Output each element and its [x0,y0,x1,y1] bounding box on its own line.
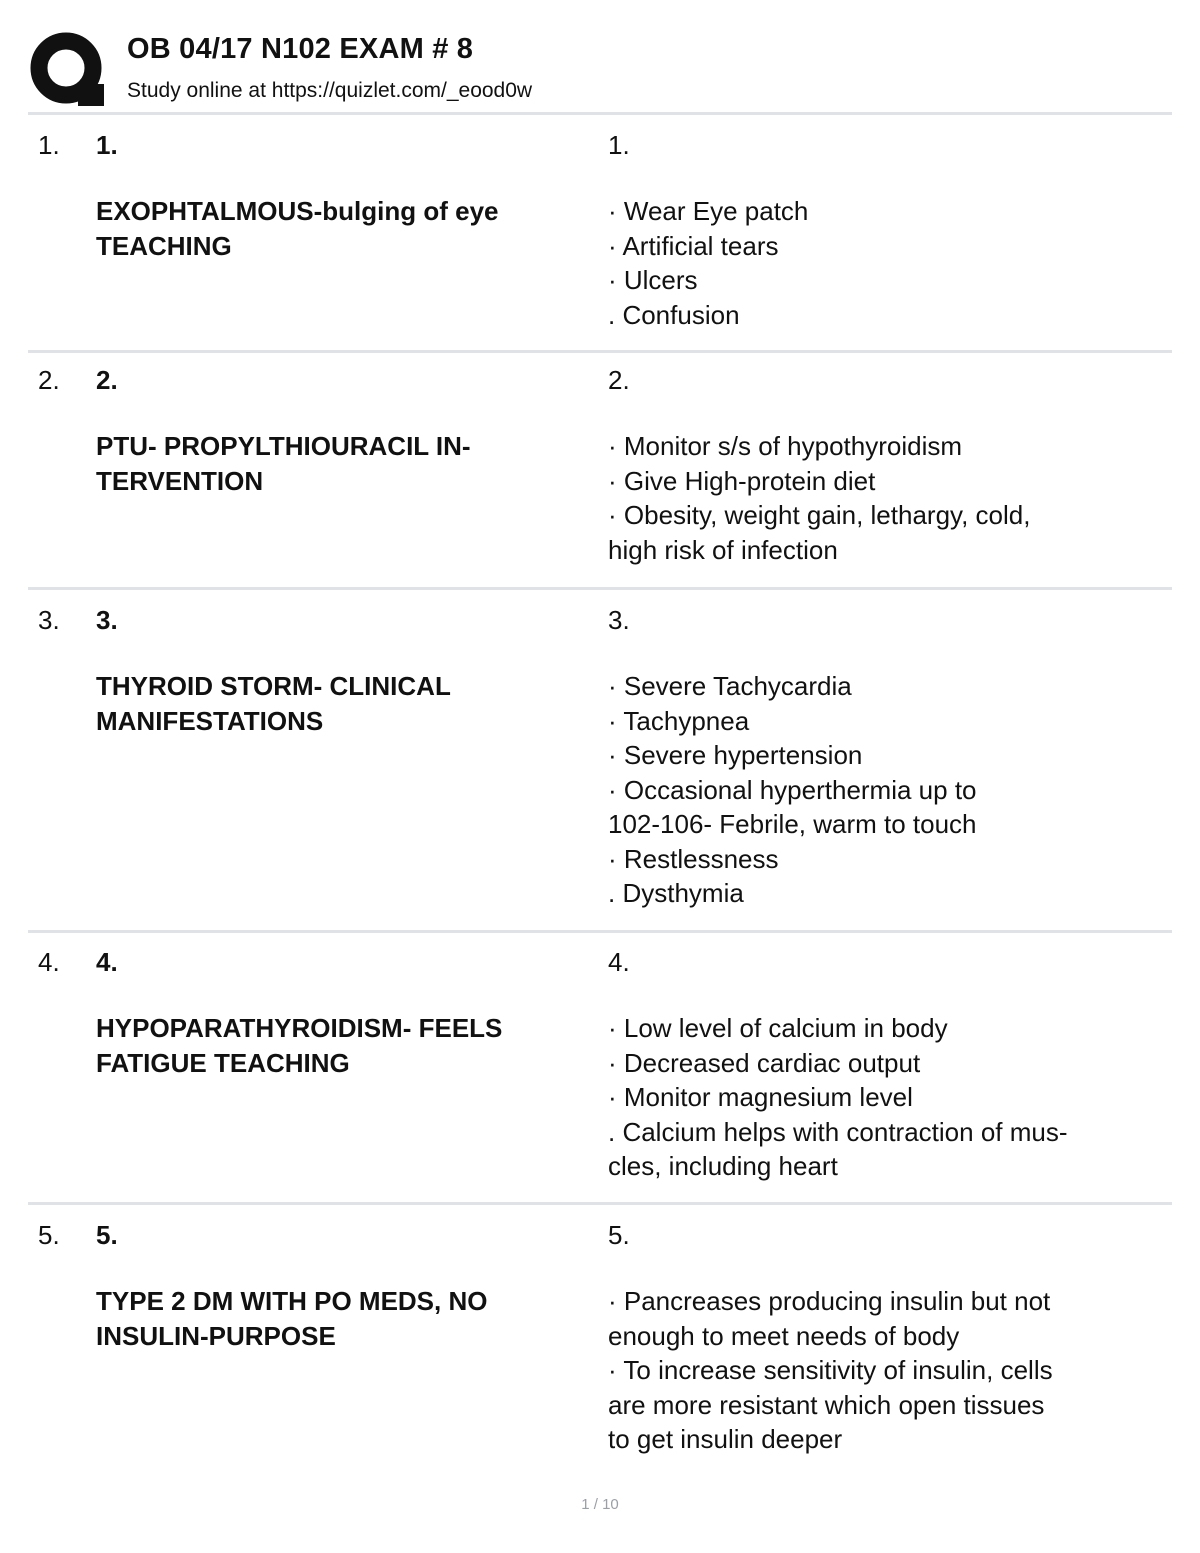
definition-number: 2. [608,365,630,395]
page-number: 1 / 10 [581,1496,619,1513]
term-number: 3. [96,605,118,635]
definition-text [608,429,1178,567]
term-line: THYROID STORM- CLINICAL [96,671,451,701]
definition-line: · Tachypnea [608,705,750,736]
term-number: 1. [96,130,118,160]
row-number: 3. [38,605,60,635]
definition-number: 4. [608,947,630,977]
term-line: MANIFESTATIONS [96,705,324,736]
row-number: 2. [38,365,60,395]
definition-line: · Monitor s/s of hypothyroidism [608,431,963,461]
term-number: 2. [96,365,118,395]
definition-line: · Occasional hyperthermia up to [608,774,977,805]
term-number: 4. [96,947,118,977]
definition-line: · Severe Tachycardia [608,671,852,701]
page-header [0,0,1200,114]
definition-line: · Wear Eye patch [608,196,809,226]
term-line: PTU- PROPYLTHIOURACIL IN- [96,431,471,461]
divider [28,112,1172,115]
term-text [96,429,596,498]
definition-line: to get insulin deeper [608,1424,843,1454]
definition-line: · Low level of calcium in body [608,1013,948,1043]
definition-line: . Dysthymia [608,878,744,908]
term-text [96,1011,596,1080]
term-line: INSULIN-PURPOSE [96,1320,336,1351]
term-text [96,1284,596,1353]
definition-line: cles, including heart [608,1151,838,1181]
definition-line: . Confusion [608,299,740,330]
term-line: HYPOPARATHYROIDISM- FEELS [96,1013,503,1043]
definition-line: · Ulcers [608,265,698,295]
definition-line: · Obesity, weight gain, lethargy, cold, [608,500,1031,530]
definition-line: enough to meet needs of body [608,1320,960,1351]
definition-line: · Give High-protein diet [608,465,876,496]
term-text [96,669,596,738]
definition-number: 3. [608,605,630,635]
term-number: 5. [96,1220,118,1250]
definition-line: · Pancreases producing insulin but not [608,1286,1051,1316]
term-line: EXOPHTALMOUS-bulging of eye [96,196,499,226]
definition-text [608,194,1178,332]
term-line: FATIGUE TEACHING [96,1047,350,1078]
definition-line: · Artificial tears [608,230,779,261]
row-number: 4. [38,947,60,977]
definition-text [608,1011,1178,1184]
definition-number: 1. [608,130,630,160]
definition-line: high risk of infection [608,534,838,565]
definition-line: · To increase sensitivity of insulin, cells [608,1355,1053,1385]
term-line: TEACHING [96,230,232,261]
definition-line: . Calcium helps with contraction of mus- [608,1116,1068,1147]
definition-text [608,1284,1178,1457]
definition-line: · Decreased cardiac output [608,1047,921,1078]
document-title: OB 04/17 N102 EXAM # 8 [127,33,474,65]
row-number: 5. [38,1220,60,1250]
quizlet-q-logo-icon [30,32,106,108]
study-online-link-text: Study online at https://quizlet.com/_eood0w [127,79,533,102]
divider [28,350,1172,353]
divider [28,1202,1172,1205]
definition-line: · Monitor magnesium level [608,1082,913,1112]
definition-line: 102-106- Febrile, warm to touch [608,809,977,839]
divider [28,587,1172,590]
definition-text [608,669,1178,911]
term-line: TYPE 2 DM WITH PO MEDS, NO [96,1286,488,1316]
term-line: TERVENTION [96,465,264,496]
row-number: 1. [38,130,60,160]
definition-line: are more resistant which open tissues [608,1389,1045,1420]
definition-line: · Restlessness [608,843,779,874]
divider [28,930,1172,933]
definition-number: 5. [608,1220,630,1250]
definition-line: · Severe hypertension [608,740,863,770]
term-text [96,194,596,263]
